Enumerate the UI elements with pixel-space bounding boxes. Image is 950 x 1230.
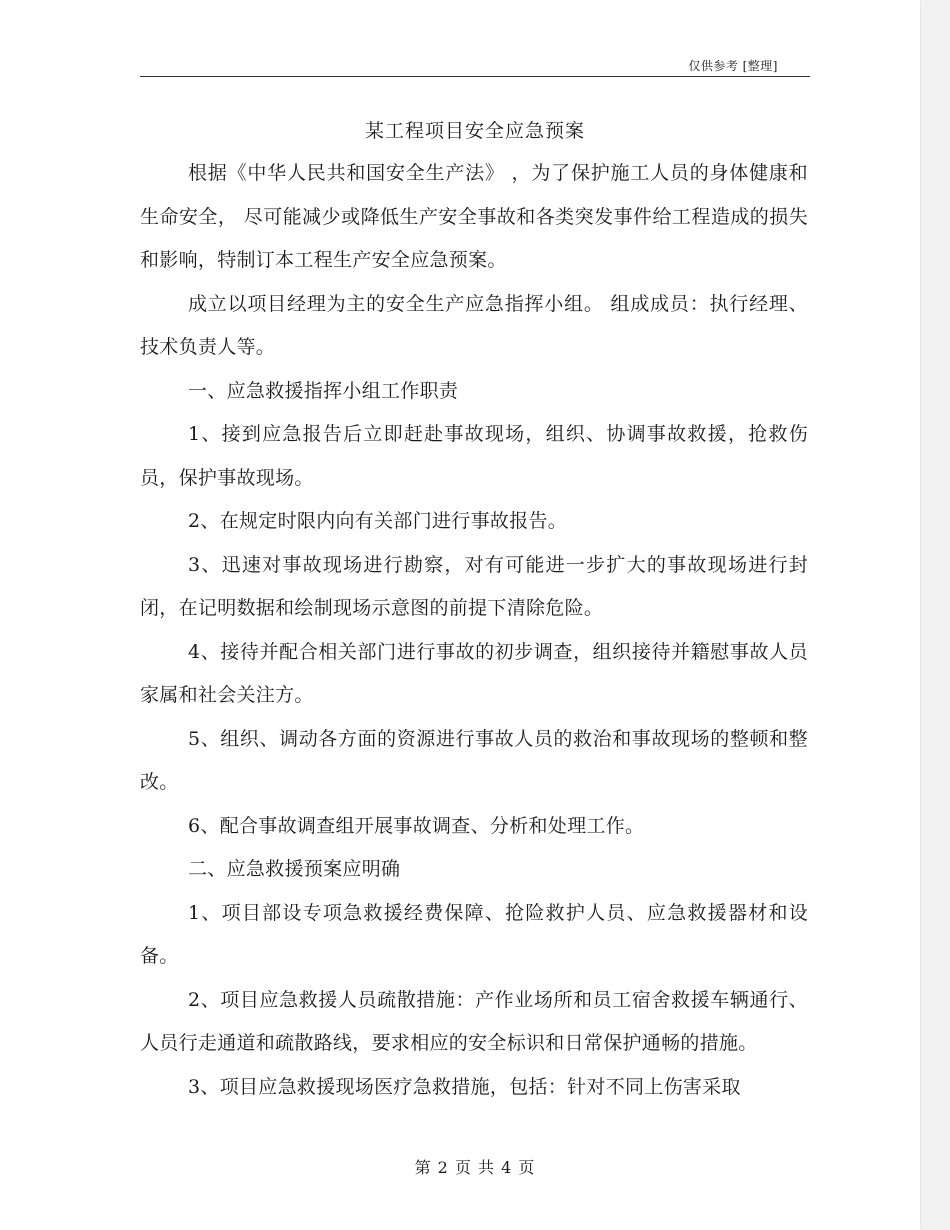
paragraph: 成立以项目经理为主的安全生产应急指挥小组。 组成成员：执行经理、技术负责人等。 bbox=[140, 292, 808, 358]
list-item: 6、配合事故调查组开展事故调查、分析和处理工作。 bbox=[188, 814, 645, 837]
page-number: 第 2 页 共 4 页 bbox=[414, 1158, 536, 1177]
list-item: 2、在规定时限内向有关部门进行事故报告。 bbox=[188, 510, 568, 532]
list-item: 1、项目部设专项急救援经费保障、抢险救护人员、应急救援器材和设备。 bbox=[140, 901, 808, 967]
header-divider bbox=[140, 76, 810, 77]
document-title: 某工程项目安全应急预案 bbox=[364, 120, 585, 142]
list-item: 2、项目应急救援人员疏散措施：产作业场所和员工宿舍救援车辆通行、人员行走通道和疏散路线，要求相应的安全标识和日常保护通畅的措施。 bbox=[140, 988, 808, 1054]
section-heading: 一、应急救援指挥小组工作职责 bbox=[188, 379, 459, 402]
viewer-background bbox=[921, 0, 950, 1230]
section-heading: 二、应急救援预案应明确 bbox=[188, 858, 401, 880]
list-item: 5、组织、调动各方面的资源进行事故人员的救治和事故现场的整顿和整改。 bbox=[140, 727, 808, 793]
paragraph: 根据《中华人民共和国安全生产法》 ，为了保护施工人员的身体健康和生命安全， 尽可能减少或降低生产安全事故和各类突发事件给工程造成的损失和影响，特制订本工程生产安全应急预案。 bbox=[140, 162, 808, 271]
list-item: 1、接到应急报告后立即赶赴事故现场，组织、协调事故救援，抢救伤员，保护事故现场。 bbox=[140, 423, 808, 489]
list-item: 4、接待并配合相关部门进行事故的初步调查，组织接待并籍慰事故人员家属和社会关注方。 bbox=[140, 640, 808, 706]
document-body bbox=[140, 152, 808, 1109]
header-note: 仅供参考 [整理] bbox=[688, 59, 778, 73]
list-item: 3、项目应急救援现场医疗急救措施，包括：针对不同上伤害采取 bbox=[188, 1075, 741, 1098]
list-item: 3、迅速对事故现场进行勘察，对有可能进一步扩大的事故现场进行封闭，在记明数据和绘制现场示意图的前提下清除危险。 bbox=[140, 553, 808, 619]
